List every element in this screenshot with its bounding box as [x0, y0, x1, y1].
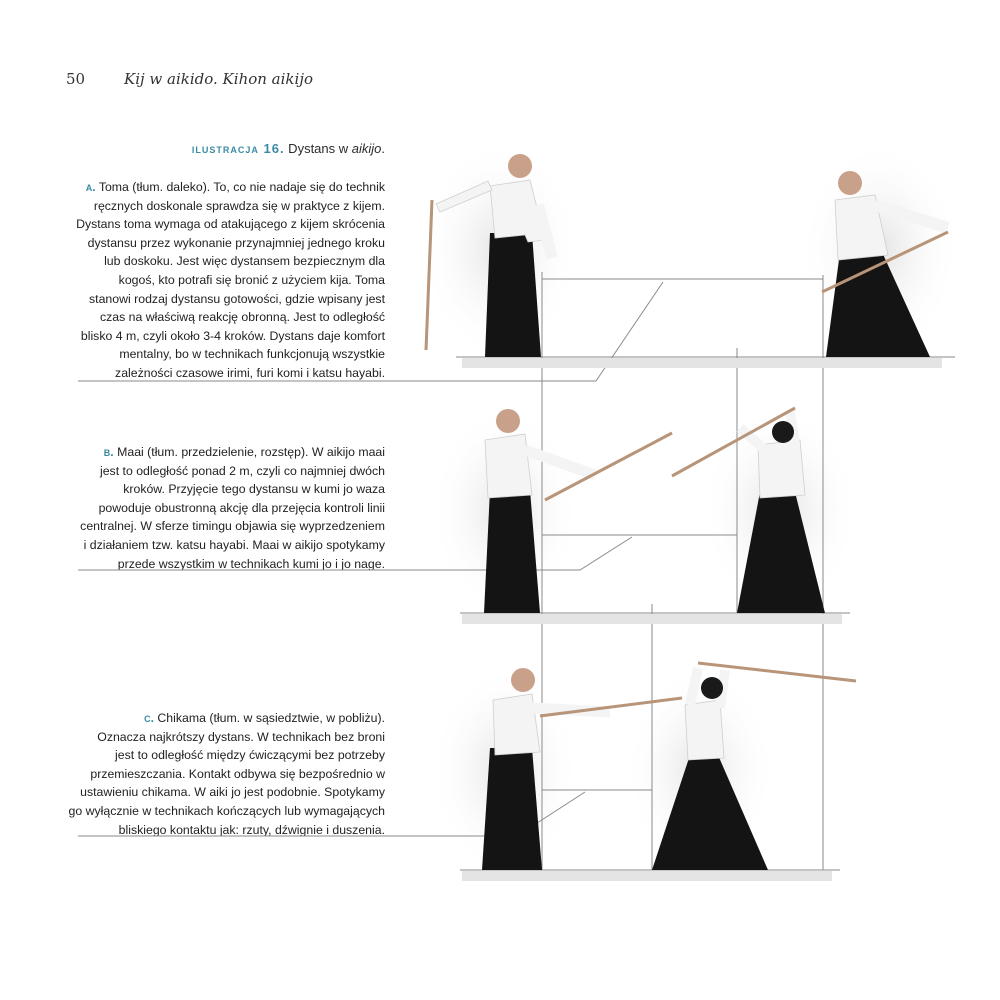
- caption-label: ilustracja 16.: [191, 141, 285, 156]
- page-number: 50: [66, 70, 86, 88]
- section-c-text: c. Chikama (tłum. w sąsiedztwie, w pobliżu). Oznacza najkrótszy dystans. W technikach bez broni jest to odległość między ćwiczącymi bez potrzeby przemieszczania. Kontakt odbywa się bezpośrednio w ustawieniu chikama. W aiki jo jest podobnie. Spotykamy go wyłącznie w technikach kończących lub wymagających bliskiego kontaktu jak: rzuty, dźwignie i duszenia.: [68, 711, 385, 837]
- head-c-left: [511, 668, 535, 692]
- head-b-left: [496, 409, 520, 433]
- gi-b-left: [485, 434, 532, 498]
- head-c-right: [701, 677, 723, 699]
- section-b-text: b. Maai (tłum. przedzielenie, rozstęp). W aikijo maai jest to odległość ponad 2 m, czyli co najmniej dwóch kroków. Przyjęcie tego dystansu w kumi jo waza powoduje obustronną akcję dla przejęcia kontroli linii centralnej. W sferze timingu objawia się wyprzedzeniem i działaniem tzw. katsu hayabi. Maai w aikijo spotykamy przede wszystkim w technikach kumi jo i jo nage.: [80, 445, 385, 571]
- gi-c-right: [685, 700, 724, 760]
- floor-shadow-c: [462, 871, 832, 881]
- floor-shadow-a: [462, 358, 942, 368]
- hakama-a-left: [485, 233, 541, 357]
- head-b-right: [772, 421, 794, 443]
- hakama-c-left: [482, 748, 542, 870]
- section-a-text: a. Toma (tłum. daleko). To, co nie nadaje się do technik ręcznych doskonale sprawdza się w praktyce z kijem. Dystans toma wymaga od atakującego z kijem skrócenia dystansu przez wykonanie przynajmniej jednego kroku lub doskoku. Jest więc dystansem bezpiecznym dla kogoś, kto potrafi się bronić z użyciem kija. Toma stanowi rodzaj dystansu gotowości, gdzie wpisany jest czas na właściwą reakcję obronną. Jest to odległość blisko 4 m, czyli około 3-4 kroków. Dystans daje komfort mentalny, bo w technikach funkcjonują wszystkie zależności czasowe irimi, furi komi i katsu hayabi.: [76, 180, 385, 380]
- figure-caption: ilustracja 16. Dystans w aikijo.: [191, 141, 385, 156]
- running-title: Kij w aikido. Kihon aikijo: [124, 70, 313, 88]
- floor-shadow-b: [462, 614, 842, 624]
- head-a-left: [508, 154, 532, 178]
- head-a-right: [838, 171, 862, 195]
